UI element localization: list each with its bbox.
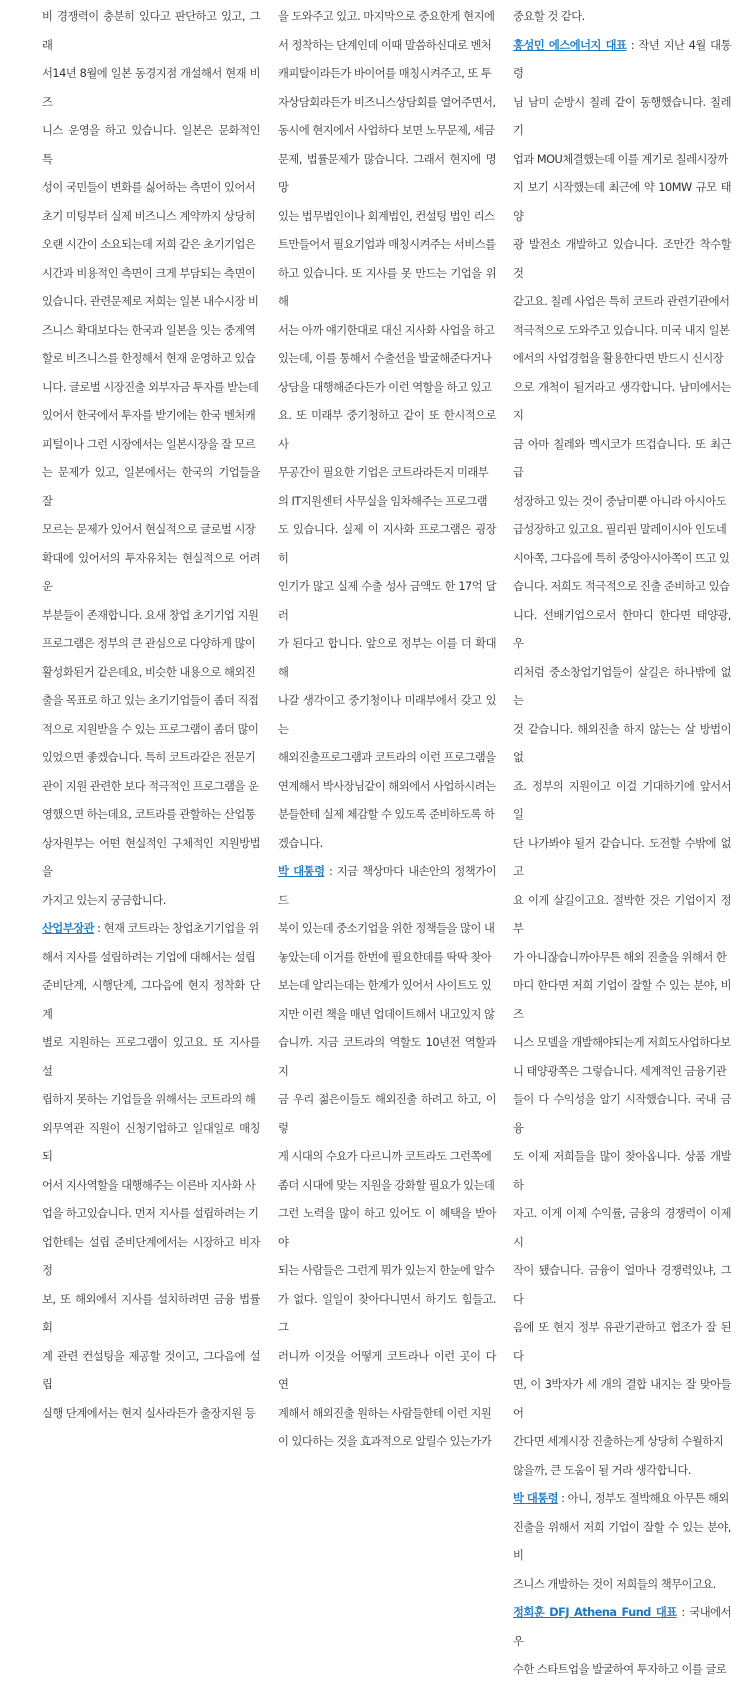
- paragraph: [513, 3, 731, 32]
- paragraph: [513, 1599, 731, 1685]
- paragraph-text: : 아니, 정부도 절박해요 아무튼 해외 진출을 위해서 저희 기업이 잘할 수 있는 분야, 비 즈니스 개발하는 것이 저희들의 책무이고요.: [513, 1492, 731, 1591]
- speaker-name: 홍성민 에스에너지 대표: [513, 38, 627, 52]
- article-column-2: [278, 3, 496, 1457]
- speaker-name: 박 대통령: [278, 865, 325, 878]
- paragraph-text: 비 경쟁력이 충분히 있다고 판단하고 있고, 그래 서14년 8월에 일본 동경지점 개설해서 현재 비즈 니스 운영을 하고 있습니다. 일본은 문화적인 특 성이 국민들이 변화를 싫어하는 측면이 있어서 초기 미팅부터 실제 비즈니스 계약까지 상당히 오랜 시간이 소요되는데 저희 같은 초기기업은 시간과 비용적인 측면이 크게 부담되는 측면이 있습니다. 관련문제로 저희는 일본 내수시장 비 즈니스 확대보다는 한국과 일본을 잇는 중계역 할로 비즈니스를 한정해서 현재 운영하고 있습 니다. 글로벌 시장진출 외부자금 투자를 받는데 있어서 한국에서 투자를 받기에는 한국 벤처캐 피털이나 그런 시장에서는 일본시장을 잘 모르 는 문제가 있고, 일본에서는 한국의 기업들을 잘 모르는 문제가 있어서 현실적으로 글로벌 시장 확대에 있어서의 투자유치는 현실적으로 어려운 부분들이 존재합니다. 요새 창업 초기기업 지원 프로그램은 정부의 큰 관심으로 다양하게 많이 활성화된거 같은데요, 비슷한 내용으로 해외진 출을 목표로 하고 있는 초기기업들이 좀더 직접 적으로 지원받을 수 있는 프로그램이 좀더 많이 있었으면 좋겠습니다. 특히 코트라같은 전문기 관이 지원 관련한 보다 적극적인 프로그램을 운 영했으면 하는데요, 코트라를 관할하는 산업통 상자원부는 어떤 현실적인 구체적인 지원방법을 가지고 있는지 궁금합니다.: [42, 10, 260, 907]
- article-column-3: [513, 3, 731, 1685]
- paragraph-text: : 지금 책상마다 내손안의 정책가이드 북이 있는데 중소기업을 위한 정책들을 많이 내 놓았는데 이거를 한번에 필요한데를 딱딱 찾아 보는데 알리는데는 한계가 있어서 사이트도 있 지만 이런 책을 매년 업데이트해서 내고있지 않 습니까. 지금 코트라의 역할도 10년전 역할과 지 금 우리 젊은이들도 해외진출 하려고 하고, 이렇 게 시대의 수요가 다르니까 코트라도 그런쪽에 좀더 시대에 맞는 지원을 강화할 필요가 있는데 그런 노력을 많이 하고 있어도 이 혜택을 받아야 되는 사람들은 그런게 뭐가 있는지 한눈에 알수 가 없다. 일일이 찾아다니면서 하기도 힘들고. 그 러니까 이것을 어떻게 코트라나 이런 곳이 다 연 계해서 해외진출 원하는 사람들한테 이런 지원 이 있다하는 것을 효과적으로 알릴수 있는가가: [278, 865, 496, 1448]
- paragraph-text: : 작년 지난 4월 대통령 님 남미 순방시 칠레 같이 동행했습니다. 칠레기 업과 MOU체결했는데 이를 계기로 칠레시장까 지 보기 시작했는데 최근에 약 10MW 규모 태양 광 발전소 개발하고 있습니다. 조만간 착수할 것 같고요. 칠레 사업은 특히 코트라 관련기관에서 적극적으로 도와주고 있습니다. 미국 내지 일본 에서의 사업경험을 활용한다면 반드시 신시장 으로 개척이 될거라고 생각합니다. 남미에서는 지 금 아마 칠레와 멕시코가 뜨겁습니다. 또 최근 급 성장하고 있는 것이 중남미뿐 아니라 아시아도 급성장하고 있고요. 필리핀 말레이시아 인도네 시아쪽, 그다음에 특히 중앙아시아쪽이 뜨고 있 습니다. 저희도 적극적으로 진출 준비하고 있습 니다. 선배기업으로서 한마디 한다면 태양광, 우 리처럼 중소창업기업들이 살길은 하나밖에 없는 것 같습니다. 해외진출 하지 않는는 살 방법이 없 죠. 정부의 지원이고 이걸 기대하기에 앞서서 일 단 나가봐야 될거 같습니다. 도전할 수밖에 없고 요 이게 살길이고요. 절박한 것은 기업이지 정부 가 아니잖습니까아무튼 해외 진출을 위해서 한 마디 한다면 저희 기업이 잘할 수 있는 분야, 비즈 니스 모델을 개발해야되는게 저희도사업하다보 니 태양광쪽은 그렇습니다. 세계적인 금융기관 들이 다 수익성을 알기 시작했습니다. 국내 금융 도 이제 저희들을 많이 찾아옵니다. 상품 개발하 자고. 이게 이제 수익률, 금융의 경쟁력이 이제 시 작이 됐습니다. 금융이 얼마나 경쟁력있냐, 그 다 음에 또 현지 정부 유관기관하고 협조가 잘 된다 면, 이 3박자가 세 개의 결합 내지는 잘 맞아들어 간다면 세계시장 진출하는게 상당히 수월하지 않을까, 큰 도움이 될 거라 생각합니다.: [513, 38, 731, 1477]
- speaker-name: 박 대통령: [513, 1492, 559, 1505]
- article-column-1: [42, 3, 260, 1428]
- paragraph-text: 중요할 것 같다.: [513, 10, 585, 23]
- paragraph: [513, 32, 731, 1486]
- paragraph: [278, 3, 496, 858]
- paragraph-text: 을 도와주고 있고. 마지막으로 중요한게 현지에 서 정착하는 단계인데 이때 말씀하신대로 벤처 캐피탈이라든가 바이어를 매칭시켜주고, 또 투 자상담회라든가 비즈니스상담회를 열어주면서, 동시에 현지에서 사업하다 보면 노무문제, 세금 문제, 법률문제가 많습니다. 그래서 현지에 명망 있는 법무법인이나 회계법인, 컨설팅 법인 리스 트만들어서 필요기업과 매칭시켜주는 서비스를 하고 있습니다. 또 지사를 못 만드는 기업을 위해 서는 아까 얘기한대로 대신 지사화 사업을 하고 있는데, 이를 통해서 수출선을 발굴해준다거나 상담을 대행해준다든가 이런 역할을 하고 있고 요. 또 미래부 중기청하고 같이 또 한시적으로 사 무공간이 필요한 기업은 코트라라든지 미래부 의 IT지원센터 사무실을 임차해주는 프로그램 도 있습니다. 실제 이 지사화 프로그램은 굉장히 인기가 많고 실제 수출 성사 금액도 한 17억 달러 가 된다고 합니다. 앞으로 정부는 이를 더 확대해 나갈 생각이고 중기청이나 미래부에서 갖고 있는 해외진출프로그램과 코트라의 이런 프로그램을 연계해서 박사장님같이 해외에서 사업하시려는 분들한테 실제 체감할 수 있도록 준비하도록 하 겠습니다.: [278, 10, 496, 850]
- speaker-name: 산업부장관: [42, 922, 95, 935]
- speaker-name: 정회훈 DFJ Athena Fund 대표: [513, 1606, 677, 1619]
- paragraph: [278, 858, 496, 1457]
- paragraph-text: : 현재 코트라는 창업초기기업을 위 해서 지사를 설립하려는 기업에 대해서는 설립 준비단계, 시행단계, 그다음에 현지 정착화 단계 별로 지원하는 프로그램이 있고요. 또 지사를 설 립하지 못하는 기업들을 위해서는 코트라의 해 외무역관 직원이 신청기업하고 일대일로 매칭되 어서 지사역할을 대행해주는 이른바 지사화 사 업을 하고있습니다. 먼저 지사를 설립하려는 기 업한테는 설립 준비단계에서는 시장하고 비자정 보, 또 해외에서 지사를 설치하려면 금융 법률 회 계 관련 컨설팅을 제공할 것이고, 그다음에 설립 실행 단계에서는 현지 실사라든가 출장지원 등: [42, 922, 260, 1420]
- paragraph: [513, 1485, 731, 1599]
- paragraph: [42, 915, 260, 1428]
- paragraph-text: : 국내에서 우 수한 스타트업을 발굴하여 투자하고 이를 글로: [513, 1606, 731, 1676]
- paragraph: [42, 3, 260, 915]
